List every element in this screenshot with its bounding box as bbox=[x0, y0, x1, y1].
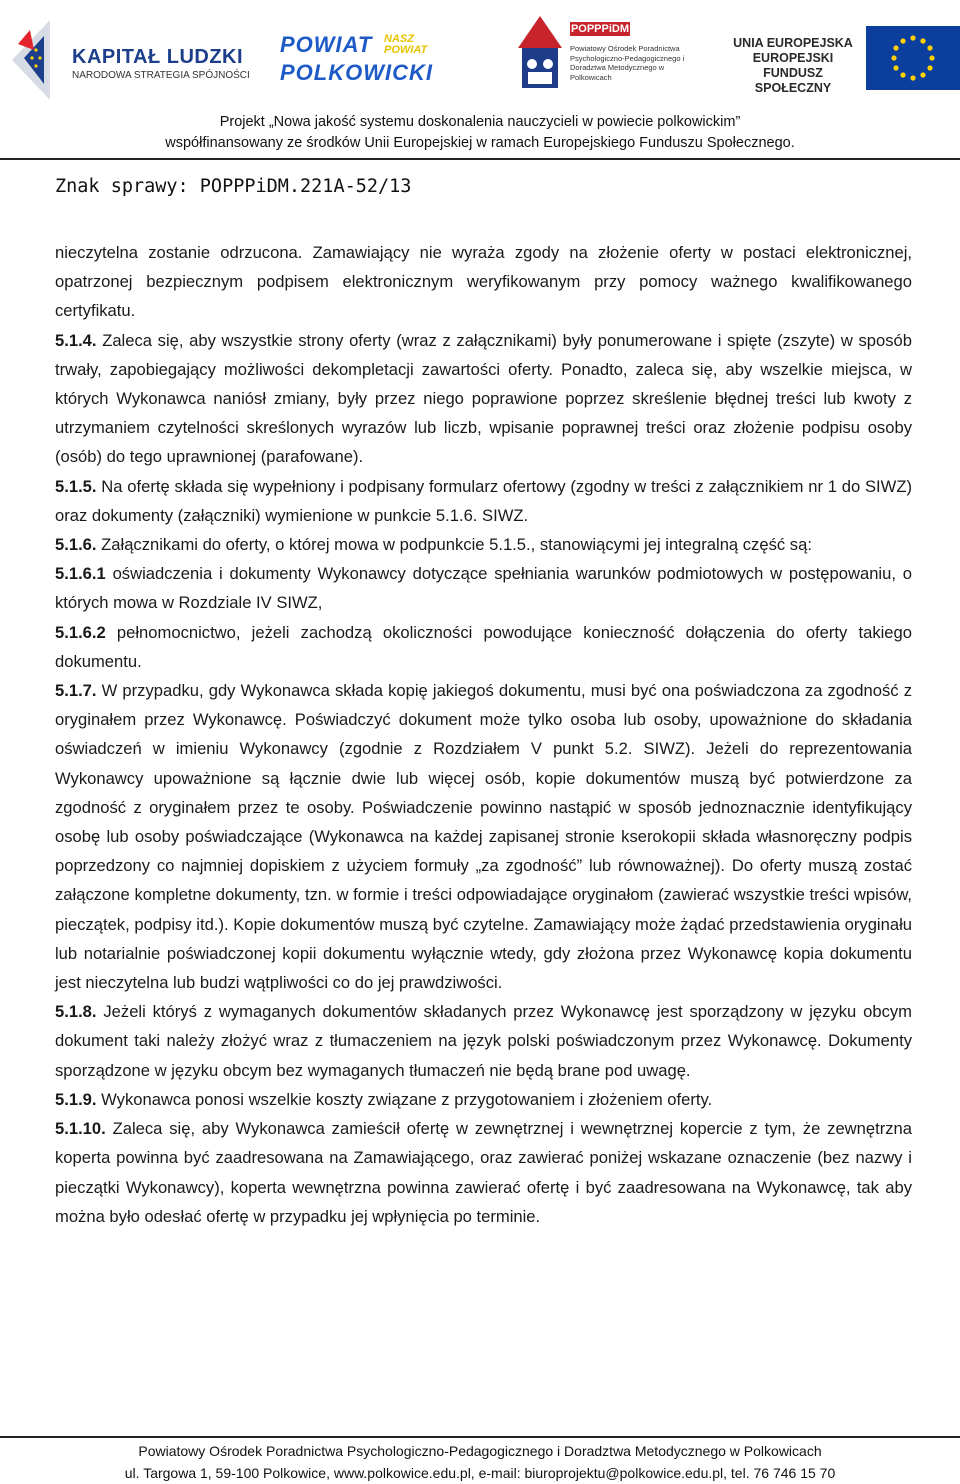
section-text: Zaleca się, aby Wykonawca zamieścił ofertę w zewnętrznej i wewnętrznej kopercie z tym, że zewnętrzna koperta powinna być zaadresowana na Zamawiającego, oraz zawierać poniżej wskazane oznaczenie (bez nazwy i pieczątki Wykonawcy), koperta wewnętrzna powinna zawierać ofertę i być zaadresowana na Wykonawcę, tak aby można było odesłać ofertę w przypadku jej wpłynięcia po terminie. bbox=[55, 1119, 912, 1226]
section-text: Zaleca się, aby wszystkie strony oferty (wraz z załącznikami) były ponumerowane i spięte (zszyte) w sposób trwały, zapobiegający możliwości dekompletacji zawartości oferty. Ponadto, zaleca się, aby wszelkie miejsca, w których Wykonawca naniósł zmiany, były przez niego poprawione poprzez skreślenie błędnej treści lub kwoty z utrzymaniem czytelności skreślonych wyrazów lub liczb, wpisanie poprawnej treści oraz złożenie podpisu osoby (osób) do tego uprawnionej (parafowane). bbox=[55, 330, 912, 467]
section-5-1-5 bbox=[55, 472, 912, 530]
section-text: Załącznikami do oferty, o której mowa w podpunkcie 5.1.5., stanowiącymi jej integralną część są: bbox=[96, 535, 812, 555]
kapital-ludzki-emblem-icon bbox=[10, 20, 70, 100]
section-text: pełnomocnictwo, jeżeli zachodzą okoliczności powodujące konieczność dołączenia do oferty takiego dokumentu. bbox=[55, 622, 912, 671]
eu-flag-icon bbox=[866, 26, 960, 90]
powiat-logo-line1: POWIAT bbox=[280, 32, 373, 57]
section-number: 5.1.10. bbox=[55, 1119, 106, 1139]
header-divider bbox=[0, 158, 960, 160]
kapital-ludzki-title: KAPITAŁ LUDZKI bbox=[72, 46, 244, 68]
section-number: 5.1.6.1 bbox=[55, 564, 106, 584]
powiat-logo-line2: POLKOWICKI bbox=[280, 60, 433, 85]
poppidm-name: POPPPiDM bbox=[570, 23, 630, 35]
section-5-1-7 bbox=[55, 676, 912, 997]
section-text: Jeżeli któryś z wymaganych dokumentów składanych przez Wykonawcę jest sporządzony w języku obcym dokument taki należy złożyć wraz z tłumaczeniem na język polski poświadczonym przez Wykonawcę. Dokumenty sporządzone w języku obcym bez wymaganych tłumaczeń nie będą brane pod uwagę. bbox=[55, 1002, 912, 1080]
poppidm-logo bbox=[512, 8, 692, 98]
poppidm-emblem-icon bbox=[512, 8, 568, 94]
section-5-1-6-2 bbox=[55, 618, 912, 676]
eu-efs-logo bbox=[728, 26, 960, 96]
kapital-ludzki-logo bbox=[10, 20, 260, 100]
case-number: Znak sprawy: POPPPiDM.221A-52/13 bbox=[55, 176, 412, 197]
eu-efs-text: UNIA EUROPEJSKA EUROPEJSKI FUNDUSZ SPOŁECZNY bbox=[733, 36, 853, 95]
powiat-logo-nasz: NASZ POWIAT bbox=[384, 33, 428, 56]
section-5-1-6 bbox=[55, 530, 912, 559]
section-text: W przypadku, gdy Wykonawca składa kopię jakiegoś dokumentu, musi być ona poświadczona za zgodność z oryginałem przez Wykonawcę. Poświadczyć dokument może tylko osoba lub osoby, upoważnione do składania oświadczeń w imieniu Wykonawcy (zgodnie z Rozdziałem V punkt 5.2. SIWZ). Jeżeli do reprezentowania Wykonawcy upoważnione są łącznie dwie lub więcej osób, kopie dokumentów muszą być potwierdzone za zgodność z oryginałem przez te osoby. Poświadczenie powinno nastąpić w sposób jednoznacznie identyfikujący osobę lub osoby poświadczające (Wykonawca na każdej zapisanej stronie kserokopii składa własnoręczny podpis poprzedzony co najmniej dopiskiem z użyciem formuły „za zgodność” lub równoważnej). Do oferty muszą zostać załączone kompletne dokumenty, tzn. w formie i treści odpowiadające oryginałom (zawierać wszystkie treści wpisów, pieczątek, podpisy itd.). Kopie dokumentów muszą być czytelne. Zamawiający może żądać przedstawienia oryginału lub notarialnie poświadczonej kopii dokumentu wyłącznie wtedy, gdy złożona przez Wykonawcę kopia dokumentu jest nieczytelna lub budzi wątpliwości co do jej prawdziwości. bbox=[55, 681, 912, 993]
section-number: 5.1.7. bbox=[55, 681, 97, 701]
section-5-1-9 bbox=[55, 1085, 912, 1114]
section-5-1-8 bbox=[55, 997, 912, 1085]
project-info bbox=[0, 112, 960, 154]
poppidm-description: Powiatowy Ośrodek Poradnictwa Psychologiczno-Pedagogicznego i Doradztwa Metodycznego w Polkowicach bbox=[570, 44, 685, 82]
section-text: Wykonawca ponosi wszelkie koszty związane z przygotowaniem i złożeniem oferty. bbox=[96, 1089, 713, 1109]
page-header bbox=[0, 0, 960, 160]
section-5-1-6-1 bbox=[55, 559, 912, 617]
section-number: 5.1.9. bbox=[55, 1089, 97, 1109]
kapital-ludzki-subtitle: NARODOWA STRATEGIA SPÓJNOŚCI bbox=[72, 70, 250, 81]
footer-divider bbox=[0, 1436, 960, 1438]
section-5-1-4 bbox=[55, 326, 912, 472]
project-title: Projekt „Nowa jakość systemu doskonalenia nauczycieli w powiecie polkowickim” bbox=[219, 114, 741, 130]
footer-institution: Powiatowy Ośrodek Poradnictwa Psychologiczno-Pedagogicznego i Doradztwa Metodycznego w Polkowicach bbox=[138, 1443, 822, 1459]
section-number: 5.1.6. bbox=[55, 535, 97, 555]
section-text: Na ofertę składa się wypełniony i podpisany formularz ofertowy (zgodny w treści z załącznikiem nr 1 do SIWZ) oraz dokumenty (załączniki) wymienione w punkcie 5.1.6. SIWZ. bbox=[55, 476, 912, 525]
section-number: 5.1.5. bbox=[55, 476, 97, 496]
section-number: 5.1.8. bbox=[55, 1002, 97, 1022]
section-number: 5.1.6.2 bbox=[55, 622, 106, 642]
section-5-1-10 bbox=[55, 1114, 912, 1231]
section-number: 5.1.4. bbox=[55, 330, 97, 350]
document-body bbox=[55, 238, 912, 1231]
footer-contact: ul. Targowa 1, 59-100 Polkowice, www.polkowice.edu.pl, e-mail: biuroprojektu@polkowice.edu.pl, tel. 76 746 15 70 bbox=[124, 1465, 836, 1481]
project-cofinancing: współfinansowany ze środków Unii Europejskiej w ramach Europejskiego Funduszu Społecznego. bbox=[165, 135, 795, 151]
powiat-polkowicki-logo bbox=[280, 30, 440, 90]
paragraph-continuation: nieczytelna zostanie odrzucona. Zamawiający nie wyraża zgody na złożenie oferty w postaci elektronicznej, opatrzonej bezpiecznym podpisem elektronicznym weryfikowanym przy pomocy ważnego kwalifikowanego certyfikatu. bbox=[55, 243, 912, 321]
section-text: oświadczenia i dokumenty Wykonawcy dotyczące spełniania warunków podmiotowych w postępowaniu, o których mowa w Rozdziale IV SIWZ, bbox=[55, 564, 912, 613]
page-footer bbox=[0, 1440, 960, 1484]
